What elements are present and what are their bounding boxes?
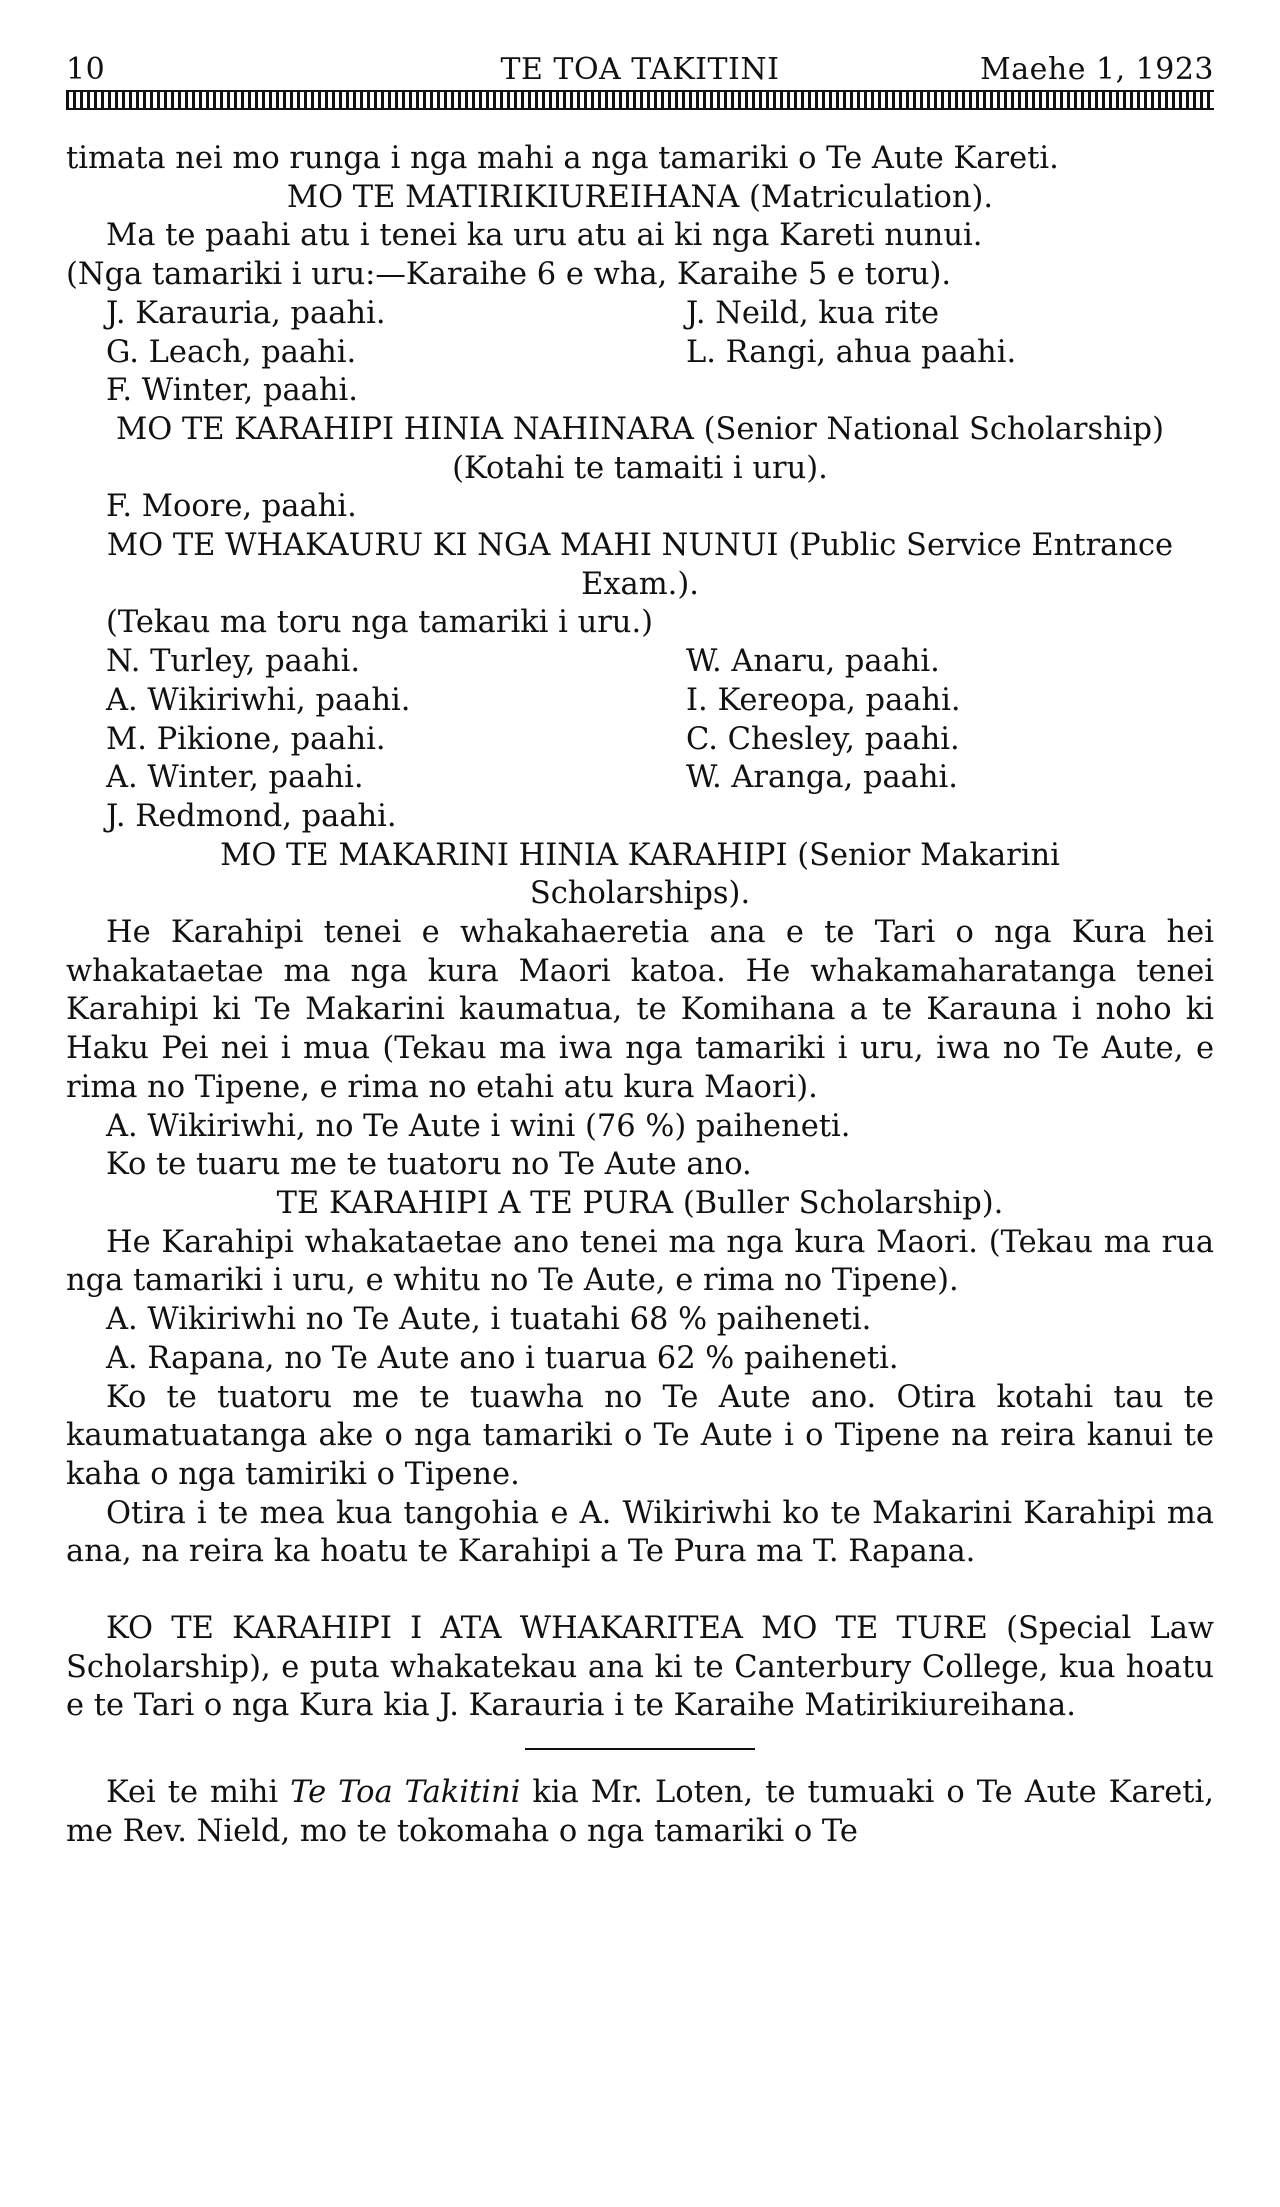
matric-left-0: J. Karauria, paahi. xyxy=(106,295,386,331)
article-body xyxy=(66,140,1214,1852)
matric-right-0: J. Neild, kua rite xyxy=(686,295,940,331)
buller-result-1: A. Wikiriwhi no Te Aute, i tuatahi 68 % paiheneti. xyxy=(106,1302,872,1338)
makarini-heading xyxy=(66,837,1214,914)
public-service-note: (Tekau ma toru nga tamariki i uru.) xyxy=(106,605,654,641)
public-service-results xyxy=(66,643,1214,798)
makarini-result: A. Wikiriwhi, no Te Aute i wini (76 %) paiheneti. xyxy=(106,1108,851,1144)
matric-paragraph: Ma te paahi atu i tenei ka uru atu ai ki nga Kareti nunui. xyxy=(106,218,983,254)
makarini-paragraph: He Karahipi tenei e whakahaeretia ana e te Tari o nga Kura hei whakataetae ma nga kura Maori katoa. He whakamaharatanga tenei Karahipi ki Te Makarini kaumatua, te Komihana a te Karauna i noho ki Haku Pei nei i mua (Tekau ma iwa nga tamariki i uru, iwa no Te Aute, e rima no Tipene, e rima no etahi atu kura Maori). xyxy=(66,915,1214,1105)
buller-heading xyxy=(66,1185,1214,1224)
senior-national-heading xyxy=(66,411,1214,488)
matric-results xyxy=(66,295,1214,372)
buller-result-2: A. Rapana, no Te Aute ano i tuarua 62 % paiheneti. xyxy=(106,1340,899,1376)
buller-paragraph-2: Ko te tuatoru me te tuawha no Te Aute ano. Otira kotahi tau te kaumatuatanga ake o nga tamariki o Te Aute i o Tipene na reira kanui te kaha o nga tamiriki o Tipene. xyxy=(66,1379,1214,1492)
running-header xyxy=(66,48,1214,88)
special-law-paragraph xyxy=(66,1610,1214,1726)
closing-paragraph xyxy=(66,1774,1214,1851)
matric-note: (Nga tamariki i uru:—Karaihe 6 e wha, Karaihe 5 e toru). xyxy=(66,257,952,293)
decorative-rule xyxy=(66,90,1214,110)
matric-last: F. Winter, paahi. xyxy=(106,373,358,409)
closing-post: kia Mr. Loten, te tumuaki o Te Aute Kareti, me Rev. Nield, mo te tokomaha o nga tamariki o Te xyxy=(66,1775,1214,1849)
matric-heading-paren: (Matriculation). xyxy=(748,179,994,215)
special-law-heading: KO TE KARAHIPI I ATA WHAKARITEA MO TE TURE xyxy=(106,1611,988,1647)
issue-date: Maehe 1, 1923 xyxy=(980,52,1214,87)
closing-publication-name: Te Toa Takitini xyxy=(290,1775,521,1811)
buller-paragraph-1: He Karahipi whakataetae ano tenei ma nga kura Maori. (Tekau ma rua nga tamariki i uru, e whitu no Te Aute, e rima no Tipene). xyxy=(66,1224,1214,1299)
public-service-right-0: W. Anaru, paahi. xyxy=(686,644,940,680)
public-service-heading-paren: (Public Service Entrance Exam.). xyxy=(581,528,1174,602)
public-service-left-0: N. Turley, paahi. xyxy=(106,644,361,680)
page-number: 10 xyxy=(66,52,106,87)
closing-pre: Kei te mihi xyxy=(106,1775,279,1811)
makarini-heading-paren: (Senior Makarini Scholarships). xyxy=(529,837,1060,912)
matric-heading xyxy=(66,179,1214,218)
public-service-heading xyxy=(66,527,1214,604)
publication-title: TE TOA TAKITINI xyxy=(500,52,780,87)
public-service-right-2: C. Chesley, paahi. xyxy=(686,721,960,757)
public-service-left-2: M. Pikione, paahi. xyxy=(106,721,386,757)
buller-paragraph-3: Otira i te mea kua tangohia e A. Wikiriwhi ko te Makarini Karahipi ma ana, na reira ka hoatu te Karahipi a Te Pura ma T. Rapana. xyxy=(66,1495,1214,1570)
section-gap xyxy=(66,1572,1214,1610)
senior-national-heading-note: (Kotahi te tamaiti i uru). xyxy=(452,450,828,486)
public-service-left-1: A. Wikiriwhi, paahi. xyxy=(106,682,411,718)
separator-rule xyxy=(525,1748,755,1750)
public-service-heading-main: MO TE WHAKAURU KI NGA MAHI NUNUI xyxy=(106,528,779,564)
public-service-right-1: I. Kereopa, paahi. xyxy=(686,682,961,718)
makarini-heading-main: MO TE MAKARINI HINIA KARAHIPI xyxy=(220,837,788,873)
senior-national-heading-paren: (Senior National Scholarship) xyxy=(703,411,1164,447)
makarini-result-2: Ko te tuaru me te tuatoru no Te Aute ano. xyxy=(106,1147,752,1183)
matric-right-1: L. Rangi, ahua paahi. xyxy=(686,334,1017,370)
buller-heading-main: TE KARAHIPI A TE PURA xyxy=(276,1185,674,1221)
intro-paragraph: timata nei mo runga i nga mahi a nga tamariki o Te Aute Kareti. xyxy=(66,141,1059,176)
public-service-right-3: W. Aranga, paahi. xyxy=(686,760,958,796)
public-service-left-3: A. Winter, paahi. xyxy=(106,760,364,796)
senior-national-heading-main: MO TE KARAHIPI HINIA NAHINARA xyxy=(116,411,694,447)
public-service-last: J. Redmond, paahi. xyxy=(106,798,397,834)
special-law-rest: (Special Law Scholarship), e puta whakatekau ana ki te Canterbury College, kua hoatu e te Tari o nga Kura kia J. Karauria i te Karaihe Matirikiureihana. xyxy=(66,1611,1215,1724)
buller-heading-paren: (Buller Scholarship). xyxy=(682,1185,1004,1221)
matric-heading-main: MO TE MATIRIKIUREIHANA xyxy=(286,179,740,215)
matric-left-1: G. Leach, paahi. xyxy=(106,334,357,370)
senior-national-item: F. Moore, paahi. xyxy=(106,489,357,525)
